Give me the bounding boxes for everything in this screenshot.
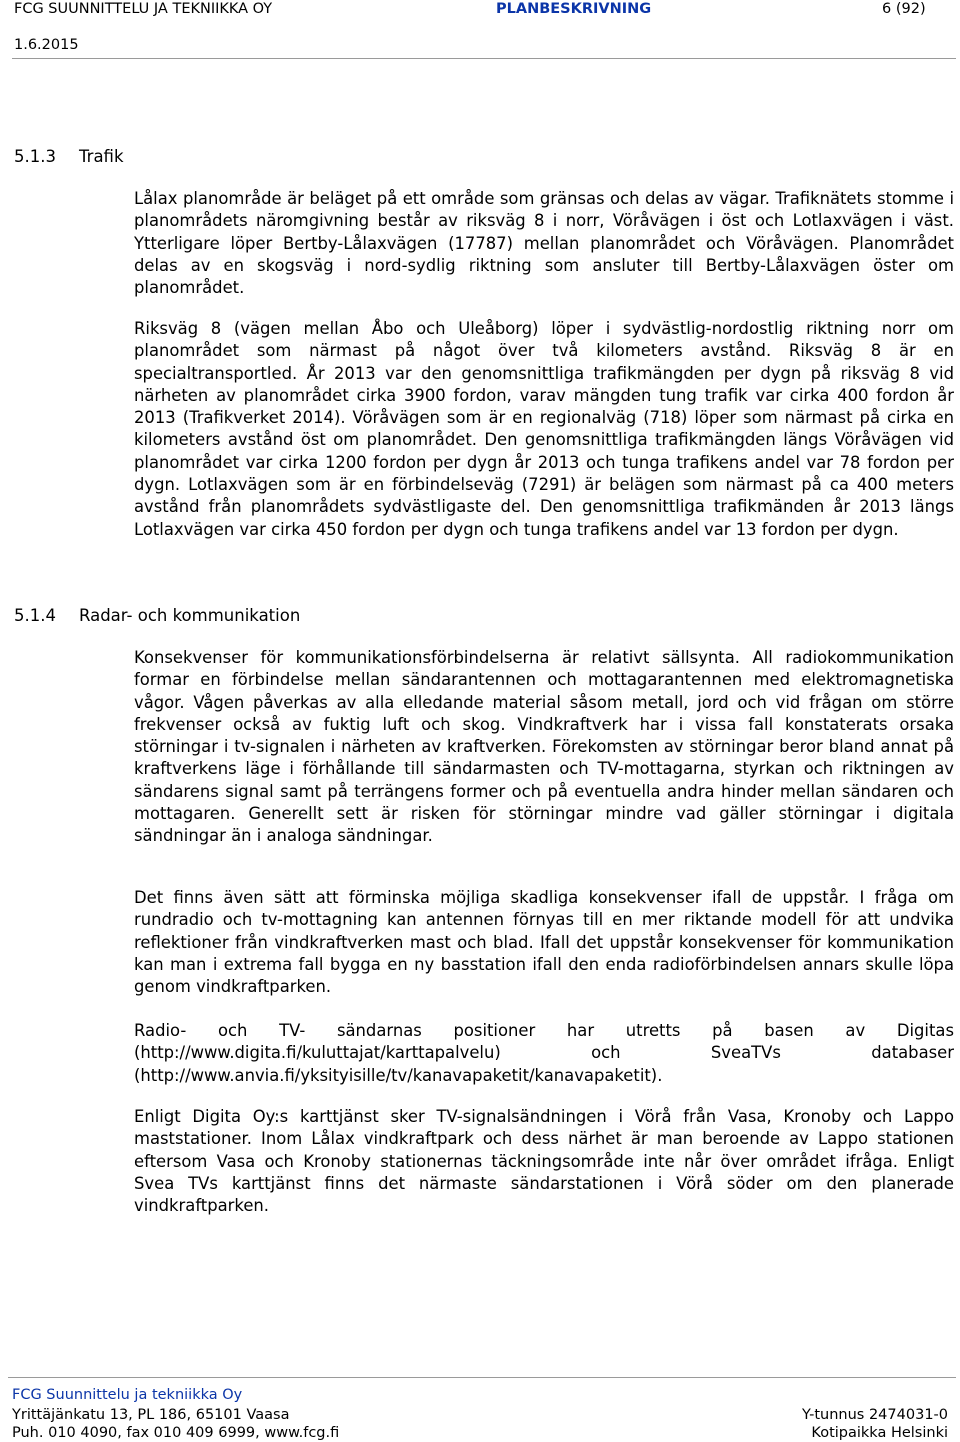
section-title: Radar- och kommunikation	[79, 606, 301, 625]
paragraph: Det finns även sätt att förminska möjliga skadliga konsekvenser ifall de uppstår. I fråga om rundradio och tv-mottagning kan antennen förnyas till en mer riktande modell för att undvika reflektioner från vindkraftverken mast och blad. Ifall det uppstår konsekvenser för kommunikation kan man i extrema fall bygga en ny basstation ifall den enda radioförbindelsen annars skulle löpa genom vindkraftparken.	[134, 888, 954, 997]
header-date: 1.6.2015	[14, 37, 79, 53]
section-heading-trafik	[14, 147, 124, 166]
paragraph: Riksväg 8 (vägen mellan Åbo och Uleåborg) löper i sydvästlig-nordostlig riktning norr om planområdet som närmast på något över två kilometers avstånd. Riksväg 8 är en specialtransportled. År 2013 var den genomsnittliga trafikmängden per dygn på riksväg 8 vid närheten av planområdet cirka 3900 fordon, varav mängden tung trafik var cirka 400 fordon år 2013 (Trafikverket 2014). Vöråvägen som är en regionalväg (718) löper som närmast på cirka en kilometers avstånd öst om planområdet. Den genomsnittliga trafikmängden längs Vöråvägen vid planområdet var cirka 1200 fordon per dygn år 2013 och tunga trafikens andel var 78 fordon per dygn. Lotlaxvägen som är en förbindelseväg (7291) är belägen som närmast på ca 400 meters avstånd från planområdets sydvästligaste del. Den genomsnittliga trafikmänden år 2013 längs Lotlaxvägen var cirka 450 fordon per dygn och tunga trafikens andel var 13 fordon per dygn.	[134, 319, 954, 539]
footer-address: Yrittäjänkatu 13, PL 186, 65101 Vaasa	[12, 1407, 290, 1423]
footer-divider	[8, 1377, 956, 1378]
section-number: 5.1.3	[14, 147, 56, 166]
header-divider	[12, 58, 956, 59]
paragraph: Lålax planområde är beläget på ett område som gränsas och delas av vägar. Trafiknätets stomme i planområdets näromgivning består av riksväg 8 i norr, Vöråvägen i öst och Lotlaxvägen i väst. Ytterligare löper Bertby-Lålaxvägen (17787) mellan planområdet och Vöråvägen. Planområdet delas av en skogsväg i nord-sydlig riktning som ansluter till Bertby-Lålaxvägen öster om planområdet.	[134, 189, 954, 298]
footer-company: FCG Suunnittelu ja tekniikka Oy	[12, 1387, 243, 1403]
paragraph: Enligt Digita Oy:s karttjänst sker TV-signalsändningen i Vörå från Vasa, Kronoby och Lappo maststationer. Inom Lålax vindkraftpark och dess närhet är man beroende av Lappo stationen eftersom Vasa och Kronoby stationernas täckningsområde inte når över området ifråga. Enligt Svea TVs karttjänst finns det närmaste sändarstationen i Vörå söder om den planerade vindkraftparken.	[134, 1107, 954, 1216]
paragraph: Konsekvenser för kommunikationsförbindelserna är relativt sällsynta. All radiokommunikation formar en förbindelse mellan sändarantennen och mottagarantennen med elektromagnetiska vågor. Vågen påverkas av alla elledande material såsom metall, jord och vid frågan om större frekvenser också av fuktig luft och skog. Vindkraftverk har i vissa fall konstaterats orsaka störningar i tv-signalen i närheten av kraftverken. Förekomsten av störningar beror bland annat på kraftverkens läge i förhållande till sändarmasten och TV-mottagarna, styrkan och riktningen av sändarens signal samt på terrängens former och på eventuella andra hinder mellan sändaren och mottagaren. Generellt sett är risken för störningar mindre vad gäller störningar i digitala sändningar än i analoga sändningar.	[134, 648, 954, 846]
footer-business-id: Y-tunnus 2474031-0	[801, 1407, 948, 1423]
paragraph: Radio- och TV- sändarnas positioner har utretts på basen av Digitas (http://www.digita.fi/kuluttajat/karttapalvelu) och SveaTVs databaser (http://www.anvia.fi/yksityisille/tv/kanavapaketit/kanavapaketit).	[134, 1021, 954, 1085]
footer-domicile: Kotipaikka Helsinki	[811, 1425, 948, 1441]
footer-contact: Puh. 010 4090, fax 010 409 6999, www.fcg.fi	[12, 1425, 340, 1441]
header-page-number: 6 (92)	[882, 1, 926, 17]
header-company: FCG SUUNNITTELU JA TEKNIIKKA OY	[14, 1, 273, 17]
header-document-title: PLANBESKRIVNING	[496, 1, 652, 17]
section-number: 5.1.4	[14, 606, 56, 625]
page-header	[0, 0, 960, 62]
page-footer	[0, 1360, 960, 1442]
section-title: Trafik	[79, 147, 124, 166]
section-heading-radar	[14, 606, 300, 625]
